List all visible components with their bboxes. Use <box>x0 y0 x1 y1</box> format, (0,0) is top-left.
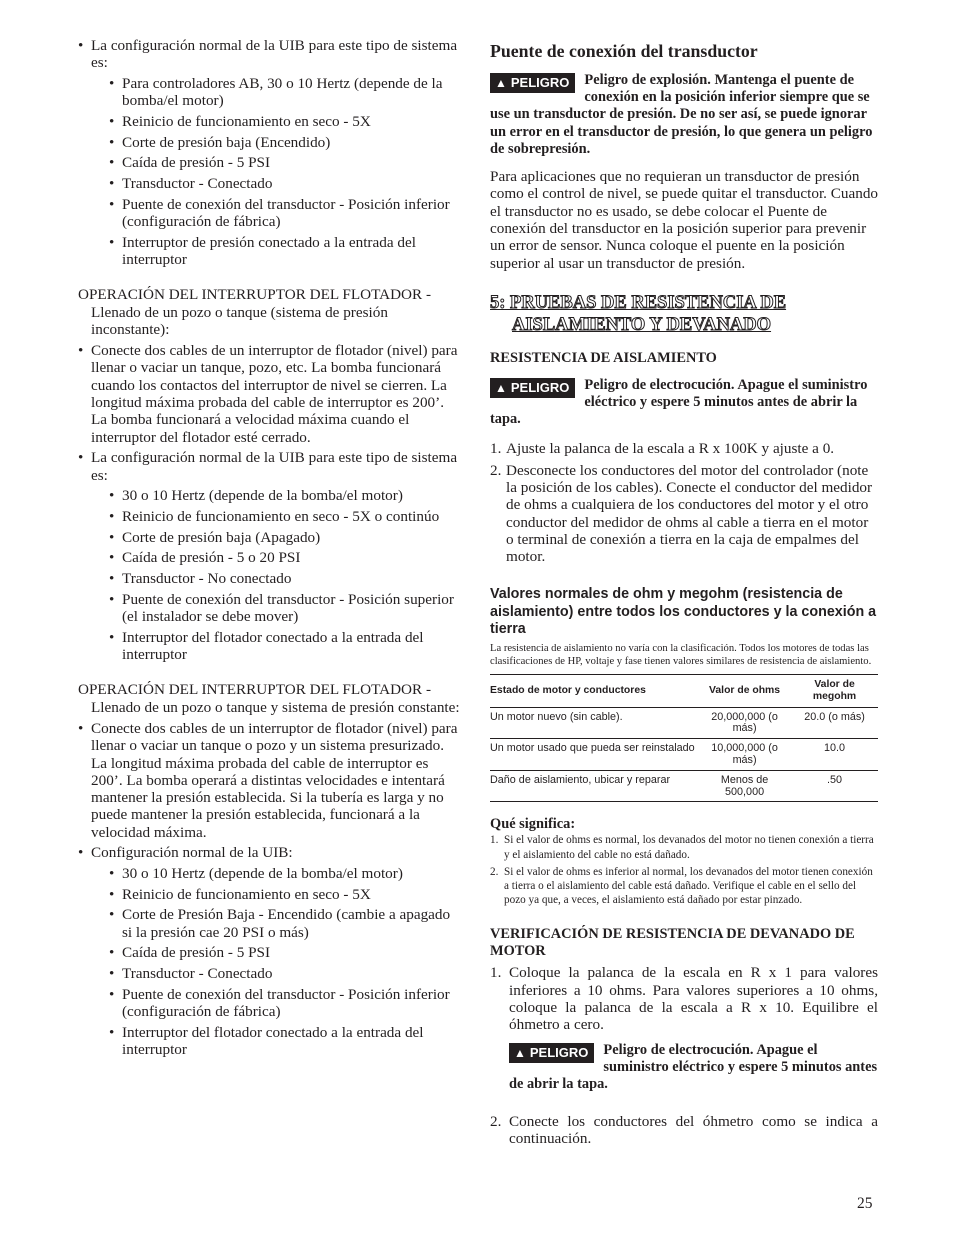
warning-icon: ▲ <box>514 1045 526 1060</box>
table-cell: 10,000,000 (o más) <box>698 739 791 771</box>
meaning-item <box>490 865 878 908</box>
list-item <box>78 37 462 268</box>
table-row <box>490 770 878 802</box>
badge-label: PELIGRO <box>510 379 570 395</box>
step-number: 2. <box>490 461 502 479</box>
step-text: Desconecte los conductores del motor del controlador (note la posición de los cables). Conecte el conductor del medidor de ohms a cualquiera de los conductores del motor y el otro conductor del medidor de ohms al cable a tierra en el motor o terminal de conexión a tierra en la caja de empalmes del motor. <box>506 461 873 566</box>
sublist-item: • Caída de presión - 5 o 20 PSI <box>109 549 462 566</box>
item-text: Si el valor de ohms es normal, los devanados del motor no tienen conexión a tierra y el aislamiento del cable no está dañado. <box>504 834 874 861</box>
sublist-item: • Puente de conexión del transductor - Posición superior (el instalador se debe mover) <box>109 591 462 626</box>
section-5-line-2: AISLAMIENTO Y DEVANADO <box>512 314 772 335</box>
table-cell: 10.0 <box>791 739 878 771</box>
sublist-item: • Reinicio de funcionamiento en seco - 5X <box>109 886 462 903</box>
list-item <box>78 449 462 663</box>
sublist <box>91 487 462 663</box>
float-list-2 <box>78 720 462 1058</box>
list-item <box>78 844 462 1058</box>
sublist-item: • Reinicio de funcionamiento en seco - 5X <box>109 113 462 130</box>
sublist-item: • Corte de Presión Baja - Encendido (cambie a apagado si la presión cae 20 PSI o más) <box>109 906 462 941</box>
step-text: Conecte los conductores del óhmetro como se indica a continuación. <box>509 1113 878 1148</box>
page-number: 25 <box>857 1195 873 1212</box>
danger-text: Peligro de electrocución. Apague el suministro eléctrico y espere 5 minutos antes de abrir la tapa. <box>490 376 868 428</box>
item-number: 1. <box>490 834 499 847</box>
sublist <box>91 75 462 268</box>
values-note: La resistencia de aislamiento no varía con la clasificación. Todos los motores de todas las clasificaciones de HP, voltaje y fase tienen valores similares de resistencia de aislamiento. <box>490 642 872 667</box>
meaning-item <box>490 833 878 861</box>
winding-step-2 <box>490 1113 878 1148</box>
values-title: Valores normales de ohm y megohm (resistencia de aislamiento) entre todos los conductores y la conexión a tierra <box>490 586 877 638</box>
step-text: Ajuste la palanca de la escala a R x 100K y ajuste a 0. <box>506 440 835 458</box>
meaning-list <box>490 833 878 907</box>
table-cell: Menos de 500,000 <box>698 770 791 802</box>
table-header: Valor de ohms <box>698 674 791 707</box>
danger-badge <box>509 1043 594 1063</box>
config-list-1 <box>78 37 462 268</box>
step-number: 1. <box>490 440 502 458</box>
winding-title: VERIFICACIÓN DE RESISTENCIA DE DEVANADO DE MOTOR <box>490 926 855 960</box>
step-text: Coloque la palanca de la escala en R x 1 para valores inferiores a 10 ohms. Para valores superiores a 10 ohms, coloque la palanca de la escala a R x 10. Equilibre el óhmetro a cero. <box>509 964 878 1034</box>
sublist-item: • Interruptor del flotador conectado a la entrada del interruptor <box>109 1024 462 1059</box>
list-item: • Conecte dos cables de un interruptor de flotador (nivel) para llenar o vaciar un tanque o pozo y un sistema presurizado. La longitud máxima probada del cable de interruptor es 200’. La bomba operará a distintas velocidades e intentará mantener la presión establecida. Si la tubería es larga y no puede mantener la presión establecida, funcionará a la velocidad máxima. <box>78 720 462 841</box>
sublist-item: • Corte de presión baja (Encendido) <box>109 134 462 151</box>
right-column <box>490 37 878 1148</box>
table-cell: Daño de aislamiento, ubicar y reparar <box>490 770 698 802</box>
sublist-item: • Interruptor de presión conectado a la entrada del interruptor <box>109 234 462 269</box>
section-5-title <box>490 292 878 336</box>
bridge-title: Puente de conexión del transductor <box>490 41 758 61</box>
section-5-line-1: 5: PRUEBAS DE RESISTENCIA DE <box>490 292 787 313</box>
danger-electrocution-1 <box>490 377 878 429</box>
sublist-item: • Transductor - Conectado <box>109 965 462 982</box>
danger-electrocution-2 <box>490 1042 878 1094</box>
warning-icon: ▲ <box>495 76 507 90</box>
list-item: • Conecte dos cables de un interruptor de flotador (nivel) para llenar o vaciar un tanque, pozo, etc. La bomba funcionará cuando los contactos del interruptor de nivel se cierren. La longitud máxima probada del cable de interruptor es 200’. La bomba funcionará a velocidad máxima cuando el interruptor del flotador esté cerrado. <box>78 342 462 446</box>
float-heading-1: OPERACIÓN DEL INTERRUPTOR DEL FLOTADOR - Llenado de un pozo o tanque (sistema de presión inconstante): <box>78 286 432 338</box>
table-cell: 20,000,000 (o más) <box>698 707 791 739</box>
float-heading-2: OPERACIÓN DEL INTERRUPTOR DEL FLOTADOR - Llenado de un pozo o tanque y sistema de presión constante: <box>78 681 460 716</box>
danger-badge <box>490 378 575 398</box>
sublist-item: • Transductor - No conectado <box>109 570 462 587</box>
sublist-item: • Reinicio de funcionamiento en seco - 5X o continúo <box>109 508 462 525</box>
sublist-item: • Puente de conexión del transductor - Posición inferior (configuración de fábrica) <box>109 196 462 231</box>
table-body <box>490 707 878 802</box>
item-number: 2. <box>490 865 499 878</box>
left-column <box>78 37 462 1058</box>
insulation-table <box>490 674 878 803</box>
danger-text: Peligro de electrocución. Apague el suministro eléctrico y espere 5 minutos antes de abrir la tapa. <box>509 1041 878 1092</box>
danger-text: Peligro de explosión. Mantenga el puente de conexión en la posición inferior siempre que se use un transductor de presión. De no ser así, se puede ignorar un error en el transductor de presión, lo que genera un peligro de sobrepresión. <box>490 72 873 157</box>
table-cell: 20.0 (o más) <box>791 707 878 739</box>
sublist-item: • Interruptor del flotador conectado a la entrada del interruptor <box>109 629 462 664</box>
sublist-item: • Caída de presión - 5 PSI <box>109 944 462 961</box>
table-header: Valor de megohm <box>791 674 878 707</box>
insulation-steps <box>490 440 878 565</box>
badge-label: PELIGRO <box>529 1044 589 1060</box>
sublist-item: • 30 o 10 Hertz (depende de la bomba/el motor) <box>109 487 462 504</box>
danger-explosion <box>490 72 878 158</box>
sublist-item: • Caída de presión - 5 PSI <box>109 154 462 171</box>
warning-icon: ▲ <box>495 380 507 395</box>
table-header: Estado de motor y conductores <box>490 674 698 707</box>
insulation-title: RESISTENCIA DE AISLAMIENTO <box>490 349 717 366</box>
table-row <box>490 739 878 771</box>
sublist-item: • Para controladores AB, 30 o 10 Hertz (depende de la bomba/el motor) <box>109 75 462 110</box>
sublist-item: • Puente de conexión del transductor - Posición inferior (configuración de fábrica) <box>109 986 462 1021</box>
sublist-item: • 30 o 10 Hertz (depende de la bomba/el motor) <box>109 865 462 882</box>
winding-step-1 <box>490 964 878 1033</box>
list-intro: La configuración normal de la UIB para este tipo de sistema es: <box>91 37 458 72</box>
step-number: 2. <box>490 1113 502 1131</box>
step-number: 1. <box>490 964 502 982</box>
sublist-item: • Corte de presión baja (Apagado) <box>109 529 462 546</box>
table-header-row <box>490 674 878 707</box>
list-intro: Configuración normal de la UIB: <box>91 844 293 862</box>
bridge-paragraph: Para aplicaciones que no requieran un transductor de presión como el control de nivel, se puede quitar el transductor. Cuando el transductor no es usado, se debe colocar el Puente de conexión del transductor en la posición superior para prevenir un error de sensor. Nunca coloque el puente en la posición superior al usar un transductor de presión. <box>490 168 879 272</box>
list-intro: La configuración normal de la UIB para este tipo de sistema es: <box>91 449 458 484</box>
float-list-1 <box>78 342 462 663</box>
badge-label: PELIGRO <box>510 75 570 90</box>
item-text: Si el valor de ohms es inferior al normal, los devanados del motor tienen conexión a tierra o el aislamiento del cable está dañado. Verifique el cable en el sello del pozo ya que, a veces, el aislamiento está dañado por estar pinzado. <box>504 865 873 907</box>
table-row <box>490 707 878 739</box>
danger-badge <box>490 73 575 93</box>
sublist <box>91 865 462 1058</box>
sublist-item: • Transductor - Conectado <box>109 175 462 192</box>
meaning-title: Qué significa: <box>490 816 576 833</box>
table-cell: .50 <box>791 770 878 802</box>
step-2 <box>490 462 878 566</box>
table-cell: Un motor nuevo (sin cable). <box>490 707 698 739</box>
step-1 <box>490 440 878 457</box>
table-cell: Un motor usado que pueda ser reinstalado <box>490 739 698 771</box>
